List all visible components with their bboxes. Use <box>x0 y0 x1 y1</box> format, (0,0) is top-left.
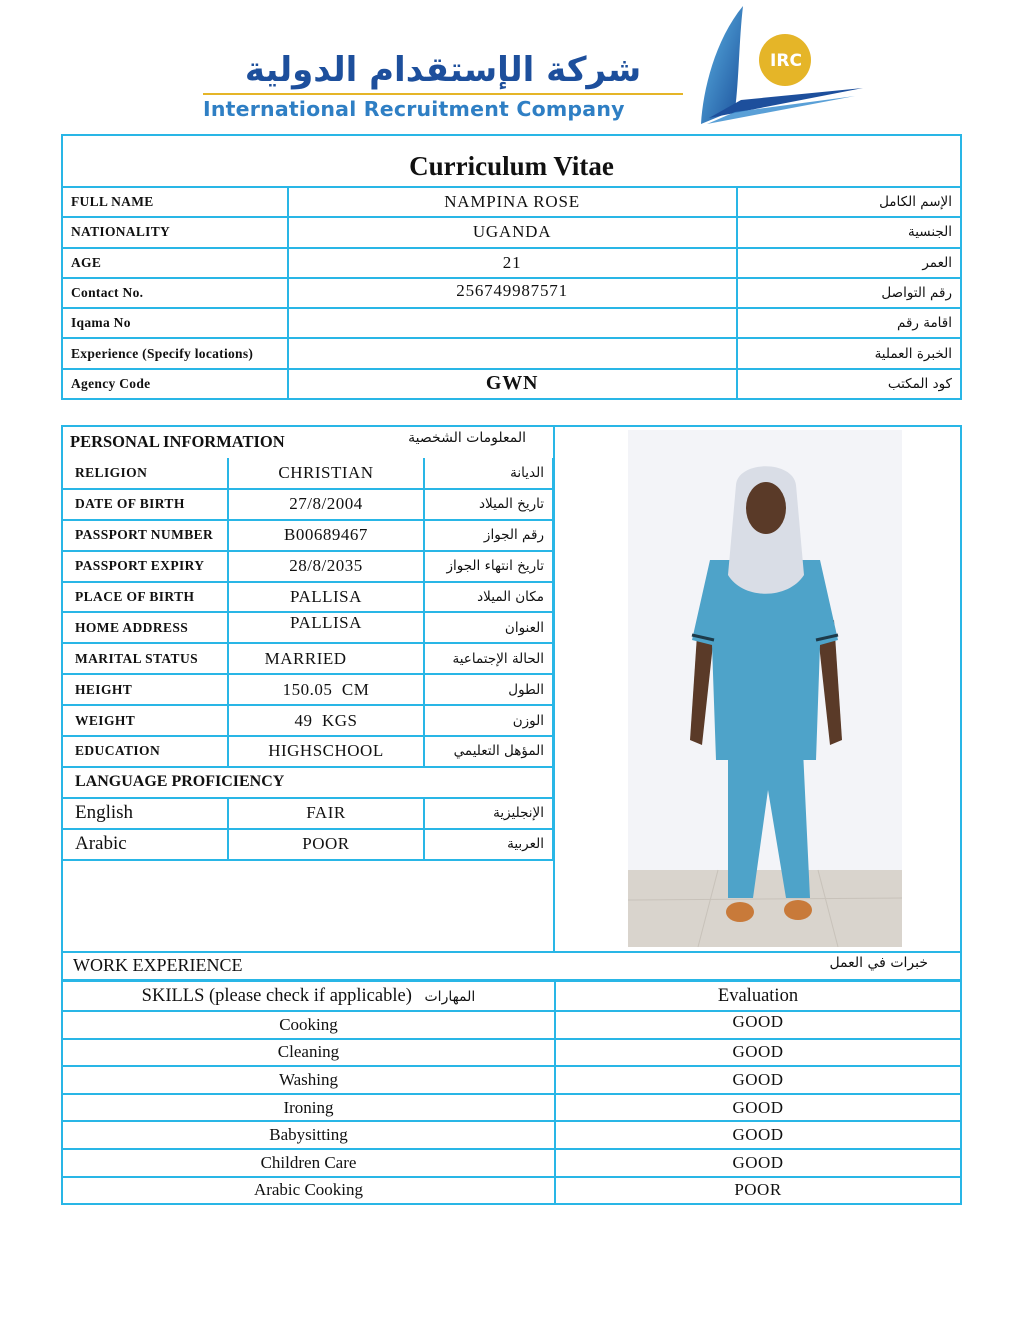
nationality-label-ar: الجنسية <box>737 217 961 247</box>
passport-number-value: B00689467 <box>228 520 425 551</box>
logo-badge-label: IRC <box>770 51 802 71</box>
nationality-label: NATIONALITY <box>62 217 288 247</box>
full-name-label-ar: الإسم الكامل <box>737 187 961 217</box>
table-row <box>63 458 553 489</box>
home-address-label: HOME ADDRESS <box>63 612 228 643</box>
home-address-value: PALLISA <box>228 612 425 643</box>
passport-number-label: PASSPORT NUMBER <box>63 520 228 551</box>
height-label-ar: الطول <box>424 674 553 705</box>
personal-info-table <box>63 458 554 861</box>
table-row <box>63 767 553 798</box>
passport-number-label-ar: رقم الجواز <box>424 520 553 551</box>
religion-label: RELIGION <box>63 458 228 489</box>
marital-status-label-ar: الحالة الإجتماعية <box>424 643 553 674</box>
full-name-label: FULL NAME <box>62 187 288 217</box>
skills-table <box>61 980 962 1205</box>
education-label-ar: المؤهل التعليمي <box>424 736 553 767</box>
full-name-value: NAMPINA ROSE <box>288 187 737 217</box>
skills-header-label: SKILLS (please check if applicable) <box>141 985 412 1006</box>
skill-evaluation: POOR <box>555 1177 961 1205</box>
table-row <box>63 643 553 674</box>
personal-info-heading-ar: المعلومات الشخصية <box>408 430 526 446</box>
iqama-label-ar: اقامة رقم <box>737 308 961 338</box>
skill-name: Arabic Cooking <box>62 1177 555 1205</box>
contact-value: 256749987571 <box>288 278 737 308</box>
table-row <box>62 1121 961 1149</box>
personal-info-heading: PERSONAL INFORMATION <box>70 432 285 451</box>
age-label: AGE <box>62 248 288 278</box>
passport-expiry-value: 28/8/2035 <box>228 551 425 582</box>
age-value: 21 <box>288 248 737 278</box>
table-row <box>62 278 961 308</box>
place-of-birth-label-ar: مكان الميلاد <box>424 582 553 613</box>
language-english-value: FAIR <box>228 798 425 829</box>
marital-status-value: MARRIED <box>228 643 425 674</box>
language-arabic-label: Arabic <box>63 829 228 860</box>
table-row <box>63 489 553 520</box>
table-row <box>62 338 961 368</box>
language-english-label-ar: الإنجليزية <box>424 798 553 829</box>
table-row <box>63 520 553 551</box>
table-row <box>62 248 961 278</box>
passport-expiry-label-ar: تاريخ انتهاء الجواز <box>424 551 553 582</box>
cv-title: Curriculum Vitae <box>62 135 961 187</box>
skill-name: Cooking <box>62 1011 555 1039</box>
table-row <box>62 1066 961 1094</box>
passport-expiry-label: PASSPORT EXPIRY <box>63 551 228 582</box>
iqama-value <box>288 308 737 338</box>
language-proficiency-heading: LANGUAGE PROFICIENCY <box>63 767 553 798</box>
skill-evaluation: GOOD <box>555 1039 961 1067</box>
company-logo <box>195 0 870 130</box>
table-row <box>63 736 553 767</box>
skills-header-label-ar: المهارات <box>424 988 476 1005</box>
table-row <box>62 1039 961 1067</box>
weight-label-ar: الوزن <box>424 705 553 736</box>
table-row <box>62 1177 961 1205</box>
experience-label: Experience (Specify locations) <box>62 338 288 368</box>
height-label: HEIGHT <box>63 674 228 705</box>
skill-evaluation: GOOD <box>555 1149 961 1177</box>
skill-evaluation: GOOD <box>555 1011 961 1039</box>
skill-name: Washing <box>62 1066 555 1094</box>
agency-code-value: GWN <box>288 369 737 399</box>
table-row <box>62 1011 961 1039</box>
table-row <box>63 612 553 643</box>
agency-code-label-ar: كود المكتب <box>737 369 961 399</box>
language-arabic-label-ar: العربية <box>424 829 553 860</box>
experience-label-ar: الخبرة العملية <box>737 338 961 368</box>
logo-divider <box>203 93 683 95</box>
table-row <box>63 798 553 829</box>
language-english-label: English <box>63 798 228 829</box>
dob-label-ar: تاريخ الميلاد <box>424 489 553 520</box>
dob-value: 27/8/2004 <box>228 489 425 520</box>
agency-code-label: Agency Code <box>62 369 288 399</box>
cv-summary-table <box>61 134 962 400</box>
table-row <box>62 187 961 217</box>
skill-evaluation: GOOD <box>555 1121 961 1149</box>
table-row <box>63 705 553 736</box>
weight-label: WEIGHT <box>63 705 228 736</box>
skill-name: Ironing <box>62 1094 555 1122</box>
dob-label: DATE OF BIRTH <box>63 489 228 520</box>
age-label-ar: العمر <box>737 248 961 278</box>
skill-name: Babysitting <box>62 1121 555 1149</box>
skill-name: Children Care <box>62 1149 555 1177</box>
place-of-birth-label: PLACE OF BIRTH <box>63 582 228 613</box>
table-row <box>63 582 553 613</box>
home-address-label-ar: العنوان <box>424 612 553 643</box>
company-name-arabic: شركة الإستقدام الدولية <box>244 50 642 90</box>
table-row <box>63 551 553 582</box>
nationality-value: UGANDA <box>288 217 737 247</box>
table-row <box>62 217 961 247</box>
religion-value: CHRISTIAN <box>228 458 425 489</box>
table-row <box>62 1149 961 1177</box>
skill-evaluation: GOOD <box>555 1094 961 1122</box>
education-label: EDUCATION <box>63 736 228 767</box>
place-of-birth-value: PALLISA <box>228 582 425 613</box>
skill-evaluation: GOOD <box>555 1066 961 1094</box>
work-experience-title: WORK EXPERIENCE <box>73 955 243 975</box>
religion-label-ar: الديانة <box>424 458 553 489</box>
table-row <box>62 369 961 399</box>
iqama-label: Iqama No <box>62 308 288 338</box>
table-row <box>62 308 961 338</box>
company-name-english: International Recruitment Company <box>203 97 625 121</box>
table-header-row <box>62 981 961 1011</box>
table-row <box>63 829 553 860</box>
marital-status-label: MARITAL STATUS <box>63 643 228 674</box>
experience-value <box>288 338 737 368</box>
work-experience-title-ar: خبرات في العمل <box>829 955 928 971</box>
contact-label: Contact No. <box>62 278 288 308</box>
candidate-photo <box>628 430 902 947</box>
contact-label-ar: رقم التواصل <box>737 278 961 308</box>
education-value: HIGHSCHOOL <box>228 736 425 767</box>
weight-value: 49 KGS <box>228 705 425 736</box>
height-value: 150.05 CM <box>228 674 425 705</box>
table-row <box>62 1094 961 1122</box>
table-row <box>63 674 553 705</box>
skill-name: Cleaning <box>62 1039 555 1067</box>
evaluation-column-header: Evaluation <box>555 981 961 1011</box>
language-arabic-value: POOR <box>228 829 425 860</box>
skills-column-header <box>62 981 555 1011</box>
